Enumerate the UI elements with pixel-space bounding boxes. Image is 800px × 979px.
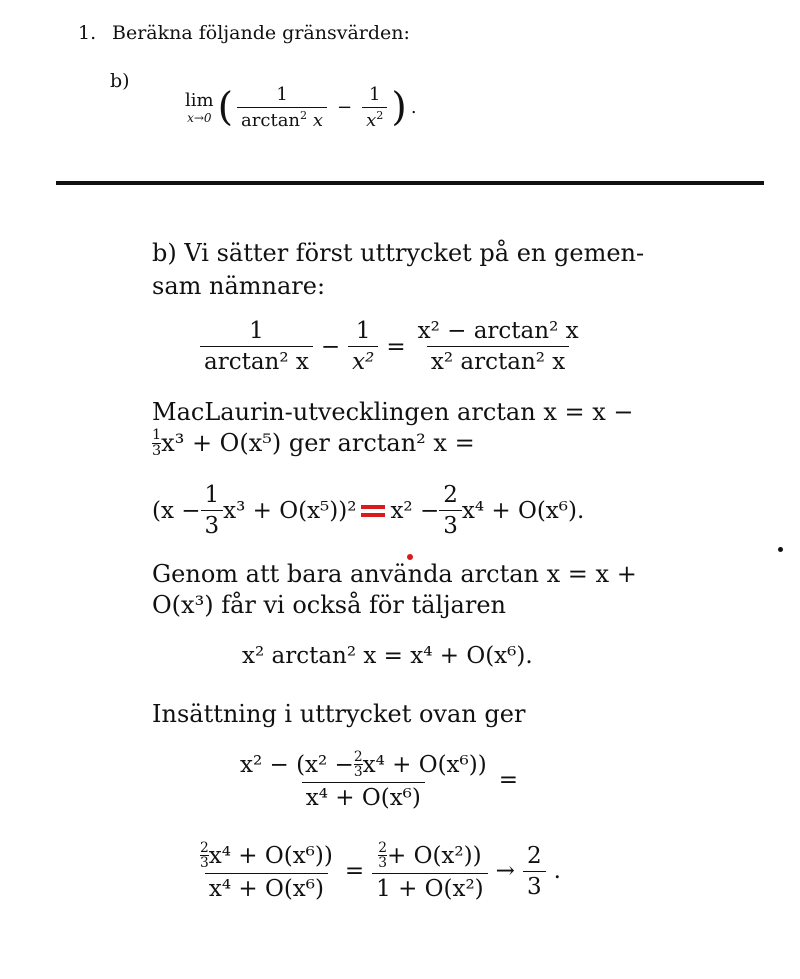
eq1-equals: = xyxy=(386,333,406,360)
eq1-minus: − xyxy=(320,333,341,360)
eq5-arrow: → xyxy=(495,858,515,885)
fraction-one-over-x-sq: $\frac{1}{x^2}$ xyxy=(362,84,387,131)
right-paren: ) xyxy=(391,83,407,130)
problem-part-label: b) xyxy=(110,70,130,92)
eq1-right-fraction: $\frac{\text{x² − arctan² x}}{\text{x² arctan² x}}$ xyxy=(417,318,579,375)
equation-arctan-squared-expansion: (x − $\frac{1}{3}$ x³ + O(x⁵))² x² − $\frac{2}{3}$ x⁴ + O(x⁶). xyxy=(152,482,585,539)
minus-sign: − xyxy=(337,97,353,118)
genom-line1: Genom att bara använda arctan x = x + xyxy=(152,560,637,588)
equation-final-limit xyxy=(196,841,561,902)
maclaurin-line2: $\frac{1}{3}$ x³ + O(x⁵) ger arctan² x = xyxy=(152,426,475,459)
solution-intro-line1: b) Vi sätter först uttrycket på en gemen- xyxy=(152,239,645,267)
lim-word: lim xyxy=(185,90,214,111)
eq5-equals: = xyxy=(344,858,365,885)
genom-line2: O(x³) får vi också för täljaren xyxy=(152,591,506,619)
fraction-one-over-arctan-sq: $\frac{1}{\arctan^2 x}$ xyxy=(237,84,327,131)
red-equals-mark xyxy=(361,505,385,517)
problem-instruction: Beräkna följande gränsvärden: xyxy=(112,22,410,44)
eq5-mid-fraction: $\frac{2}{3}$ + O(x²)) 1 + O(x²) xyxy=(372,841,488,902)
insattning-line: Insättning i uttrycket ovan ger xyxy=(152,700,526,728)
eq2-third-fraction: $\frac{1}{3}$ xyxy=(201,482,224,539)
equation-numerator-expansion: x² arctan² x = x⁴ + O(x⁶). xyxy=(242,643,533,669)
solution-intro-line2: sam nämnare: xyxy=(152,272,326,300)
eq2-two-thirds-fraction: $\frac{2}{3}$ xyxy=(439,482,462,539)
maclaurin-third-fraction: $\frac{1}{3}$ xyxy=(152,426,162,459)
problem-limit-expression xyxy=(185,84,417,131)
eq4-equals: = xyxy=(498,767,518,794)
eq4-fraction: x² − (x² − $\frac{2}{3}$ x⁴ + O(x⁶)) x⁴ + O(x⁶) xyxy=(240,749,487,811)
eq1-left-fraction: $\frac{1}{\text{arctan² x}}$ xyxy=(200,318,313,375)
stray-dot xyxy=(778,547,783,552)
lim-subscript: x→0 xyxy=(187,111,212,125)
eq5-left-fraction: $\frac{2}{3}$ x⁴ + O(x⁶)) x⁴ + O(x⁶) xyxy=(200,840,333,902)
separator-line xyxy=(56,181,764,185)
equation-common-denominator xyxy=(200,318,583,375)
problem-period: . xyxy=(410,97,417,118)
equation-substitution xyxy=(236,750,518,811)
eq5-result-fraction: $\frac{2}{3}$ xyxy=(523,843,546,900)
maclaurin-line1: MacLaurin-utvecklingen arctan x = x − xyxy=(152,398,634,426)
left-paren: ( xyxy=(217,83,234,130)
eq1-mid-fraction: $\frac{1}{\text{x²}}$ xyxy=(348,318,378,375)
problem-number: 1. xyxy=(78,22,97,44)
eq5-period: . xyxy=(553,858,561,885)
